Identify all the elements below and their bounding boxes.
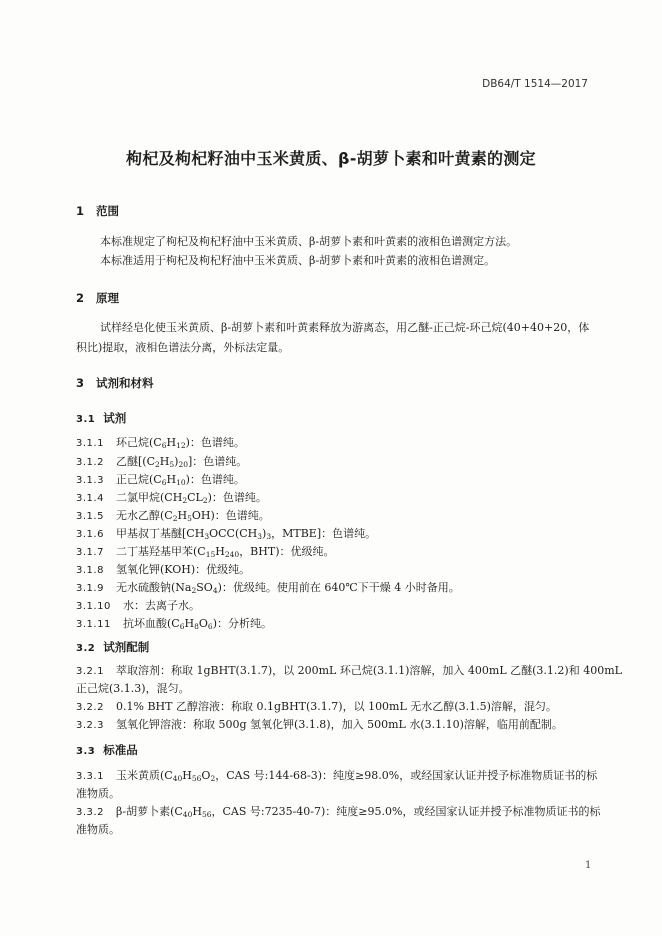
section-number: 3 — [76, 376, 85, 390]
section-title: 试剂 — [103, 411, 127, 425]
subsection-3-3-heading — [76, 742, 138, 758]
paragraph: 试样经皂化使玉米黄质、β-胡萝卜素和叶黄素释放为游离态，用乙醚-正己烷-环己烷(40+40+20，体 — [100, 321, 590, 334]
reagent-item: 3.1.7 二丁基羟基甲苯($C_{15}H_{240}$，BHT)：优级纯。 — [76, 545, 335, 559]
reagent-item: 3.1.5 无水乙醇$(C_2H_5OH)$：色谱纯。 — [76, 509, 270, 523]
preparation-item-continuation: 正己烷(3.1.3)，混匀。 — [76, 682, 190, 695]
reagent-item: 3.1.4 二氯甲烷$(CH_2CL_2)$：色谱纯。 — [76, 491, 267, 505]
section-number: 2 — [76, 291, 85, 305]
preparation-item: 3.2.1 萃取溶剂：称取 1gBHT(3.1.7)，以 200mL 环己烷(3.1.1)溶解，加入 400mL 乙醚(3.1.2)和 400mL — [76, 664, 622, 677]
section-2-heading — [76, 290, 119, 306]
paragraph-continuation: 积比)提取，液相色谱法分离，外标法定量。 — [76, 341, 290, 354]
standard-item-continuation: 准物质。 — [76, 787, 120, 800]
standard-item: 3.3.2 β-胡萝卜素($C_{40}H_{56}$，CAS 号:7235-40-7)：纯度≥95.0%，或经国家认证并授予标准物质证书的标 — [76, 805, 601, 819]
section-title: 标准品 — [103, 743, 138, 757]
subsection-3-2-heading — [76, 639, 149, 655]
section-number: 3.2 — [76, 643, 96, 654]
paragraph: 本标准适用于枸杞及枸杞籽油中玉米黄质、β-胡萝卜素和叶黄素的液相色谱测定。 — [100, 254, 496, 267]
section-title: 试剂配制 — [103, 640, 150, 654]
standard-item: 3.3.1 玉米黄质($C_{40}H_{56}O_2$，CAS 号:144-68-3)：纯度≥98.0%，或经国家认证并授予标准物质证书的标 — [76, 769, 598, 783]
section-title: 范围 — [96, 204, 120, 218]
subsection-3-1-heading — [76, 410, 126, 426]
document-title: 枸杞及枸杞籽油中玉米黄质、β-胡萝卜素和叶黄素的测定 — [126, 149, 536, 168]
section-number: 1 — [76, 204, 85, 218]
reagent-item: 3.1.2 乙醚$[(C_2H_5)_{20}]$：色谱纯。 — [76, 455, 248, 469]
section-1-heading — [76, 203, 119, 219]
page-number: 1 — [585, 860, 592, 871]
reagent-item: 3.1.8 氢氧化钾(KOH)：优级纯。 — [76, 563, 251, 576]
reagent-item: 3.1.11 抗坏血酸$(C_6H_8O_6)$：分析纯。 — [76, 617, 272, 631]
section-3-heading — [76, 375, 154, 391]
section-number: 3.3 — [76, 746, 96, 757]
reagent-item: 3.1.1 环己烷$(C_6H_{12})$：色谱纯。 — [76, 436, 245, 450]
standard-number: DB64/T 1514—2017 — [482, 78, 588, 90]
preparation-item: 3.2.3 氢氧化钾溶液：称取 500g 氢氧化钾(3.1.8)，加入 500mL 水(3.1.10)溶解，临用前配制。 — [76, 718, 563, 731]
section-number: 3.1 — [76, 414, 96, 425]
section-title: 试剂和材料 — [96, 376, 154, 390]
reagent-item: 3.1.6 甲基叔丁基醚[$CH_3OCC(CH_3)_3$，MTBE]：色谱纯。 — [76, 527, 377, 541]
reagent-item: 3.1.10 水：去离子水。 — [76, 599, 200, 612]
reagent-item: 3.1.3 正己烷$(C_6H_{10})$：色谱纯。 — [76, 473, 245, 487]
reagent-item: 3.1.9 无水硫酸钠$(Na_2SO_4)$：优级纯。使用前在 640℃下干燥 4 小时备用。 — [76, 581, 460, 595]
paragraph: 本标准规定了枸杞及枸杞籽油中玉米黄质、β-胡萝卜素和叶黄素的液相色谱测定方法。 — [100, 235, 518, 248]
section-title: 原理 — [96, 291, 120, 305]
preparation-item: 3.2.2 0.1% BHT 乙醇溶液：称取 0.1gBHT(3.1.7)，以 100mL 无水乙醇(3.1.5)溶解，混匀。 — [76, 700, 557, 713]
standard-item-continuation: 准物质。 — [76, 823, 120, 836]
